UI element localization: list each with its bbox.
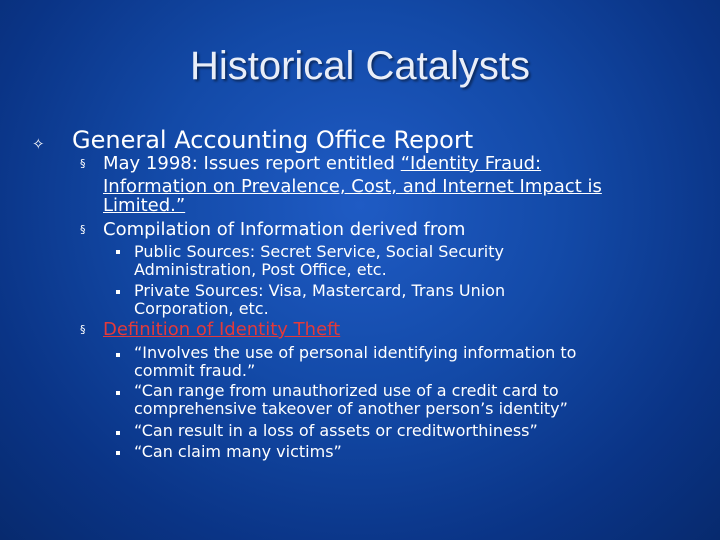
square-bullet-icon	[116, 451, 120, 455]
definition-3-line: “Can result in a loss of assets or creditworthiness”	[134, 421, 538, 440]
public-sources-line-2: Administration, Post Office, etc.	[134, 260, 387, 279]
section-heading: General Accounting Office Report	[72, 126, 474, 154]
private-sources-line-2: Corporation, etc.	[134, 299, 269, 318]
section-bullet-icon: §	[80, 223, 86, 236]
report-prefix: May 1998: Issues report entitled	[103, 153, 401, 174]
compilation-line: Compilation of Information derived from	[103, 219, 466, 240]
square-bullet-icon	[116, 353, 120, 357]
report-title-link[interactable]: “Identity Fraud:	[400, 153, 542, 174]
square-bullet-icon	[116, 391, 120, 395]
definition-2-line-1: “Can range from unauthorized use of a credit card to	[134, 381, 559, 400]
definition-2-line-2: comprehensive takeover of another person’s identity”	[134, 399, 568, 418]
report-title-line-2[interactable]: Information on Prevalence, Cost, and Internet Impact is	[103, 176, 602, 197]
private-sources-line-1: Private Sources: Visa, Mastercard, Trans Union	[134, 281, 506, 300]
definition-1-line-1: “Involves the use of personal identifying information to	[134, 343, 577, 362]
section-bullet-icon: §	[80, 323, 86, 336]
report-line	[103, 154, 541, 173]
section-bullet-icon: §	[80, 157, 86, 170]
diamond-bullet-icon: ✧	[32, 135, 45, 153]
definition-heading-link[interactable]: Definition of Identity Theft	[103, 319, 341, 340]
definition-4-line: “Can claim many victims”	[134, 442, 342, 461]
definition-1-line-2: commit fraud.”	[134, 361, 256, 380]
slide-title: Historical Catalysts	[189, 44, 531, 88]
square-bullet-icon	[116, 290, 120, 294]
square-bullet-icon	[116, 431, 120, 435]
square-bullet-icon	[116, 250, 120, 254]
report-title-line-3[interactable]: Limited.”	[103, 195, 186, 216]
public-sources-line-1: Public Sources: Secret Service, Social Security	[134, 242, 504, 261]
